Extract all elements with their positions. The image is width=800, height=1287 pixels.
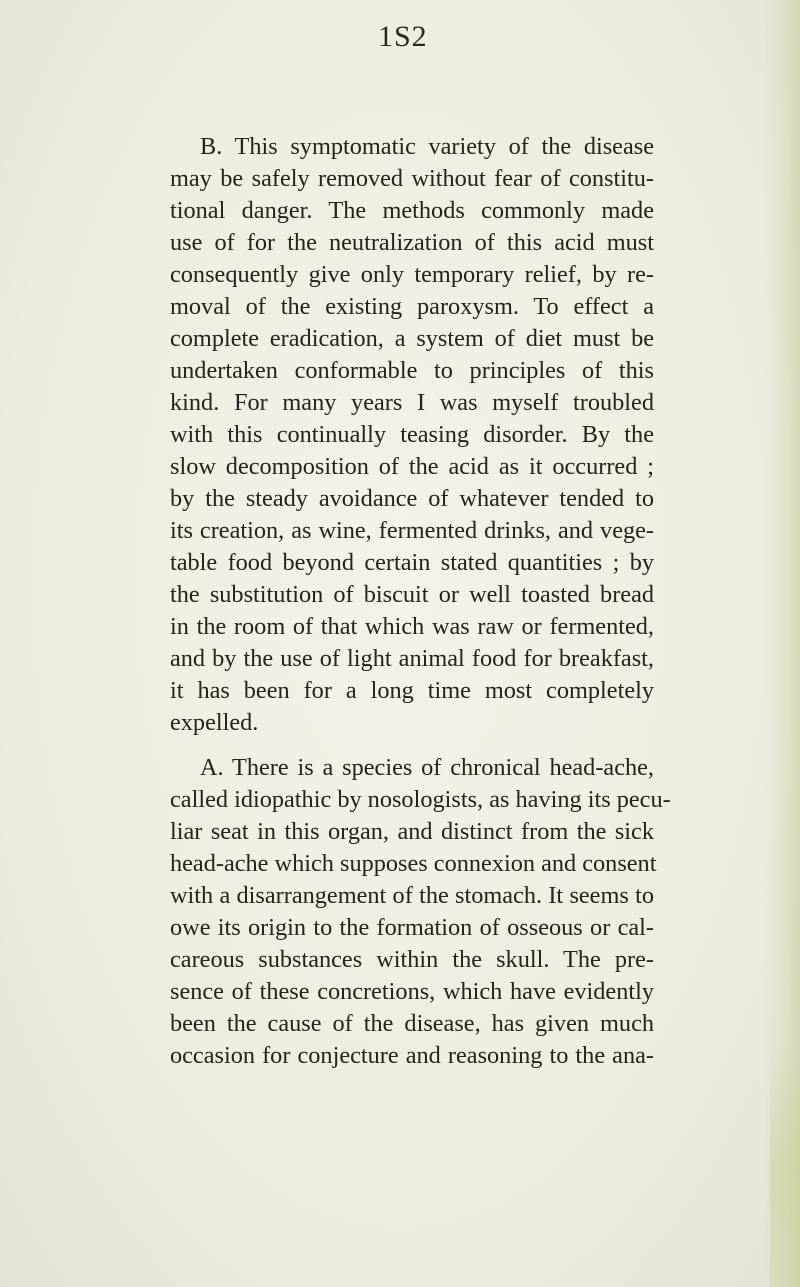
text-line: it has been for a long time most completely	[170, 677, 654, 704]
text-line: A. There is a species of chronical head-ache,	[200, 754, 654, 781]
text-line: tional danger. The methods commonly made	[170, 197, 654, 224]
text-line: head-ache which supposes connexion and consent	[170, 850, 657, 877]
text-line: by the steady avoidance of whatever tended to	[170, 485, 654, 512]
text-line: been the cause of the disease, has given much	[170, 1010, 654, 1037]
text-line: table food beyond certain stated quantities ; by	[170, 549, 654, 576]
text-line: B. This symptomatic variety of the disease	[200, 133, 654, 160]
text-line: sence of these concretions, which have evidently	[170, 978, 654, 1005]
text-line: complete eradication, a system of diet must be	[170, 325, 654, 352]
text-line: its creation, as wine, fermented drinks, and vege-	[170, 517, 654, 544]
text-line: consequently give only temporary relief, by re-	[170, 261, 654, 288]
text-line: called idiopathic by nosologists, as having its pecu-	[170, 786, 671, 813]
text-line: with this continually teasing disorder. By the	[170, 421, 654, 448]
text-line: use of for the neutralization of this acid must	[170, 229, 654, 256]
text-line: with a disarrangement of the stomach. It seems to	[170, 882, 654, 909]
page-number: 1S2	[378, 20, 428, 53]
paragraph-a	[170, 752, 671, 1072]
text-line: in the room of that which was raw or fermented,	[170, 613, 654, 640]
text-line: kind. For many years I was myself troubled	[170, 389, 654, 416]
text-line: owe its origin to the formation of osseous or cal-	[170, 914, 654, 941]
paragraph-b	[170, 131, 654, 739]
text-line: may be safely removed without fear of constitu-	[170, 165, 654, 192]
text-line: the substitution of biscuit or well toasted bread	[170, 581, 654, 608]
text-line: liar seat in this organ, and distinct from the sick	[170, 818, 654, 845]
text-line: slow decomposition of the acid as it occurred ;	[170, 453, 654, 480]
text-line: occasion for conjecture and reasoning to the ana-	[170, 1042, 654, 1069]
text-line: and by the use of light animal food for breakfast,	[170, 645, 654, 672]
text-line: careous substances within the skull. The pre-	[170, 946, 654, 973]
text-line: undertaken conformable to principles of this	[170, 357, 654, 384]
text-line: expelled.	[170, 709, 259, 736]
text-line: moval of the existing paroxysm. To effect a	[170, 293, 654, 320]
page-stain	[770, 1050, 800, 1287]
